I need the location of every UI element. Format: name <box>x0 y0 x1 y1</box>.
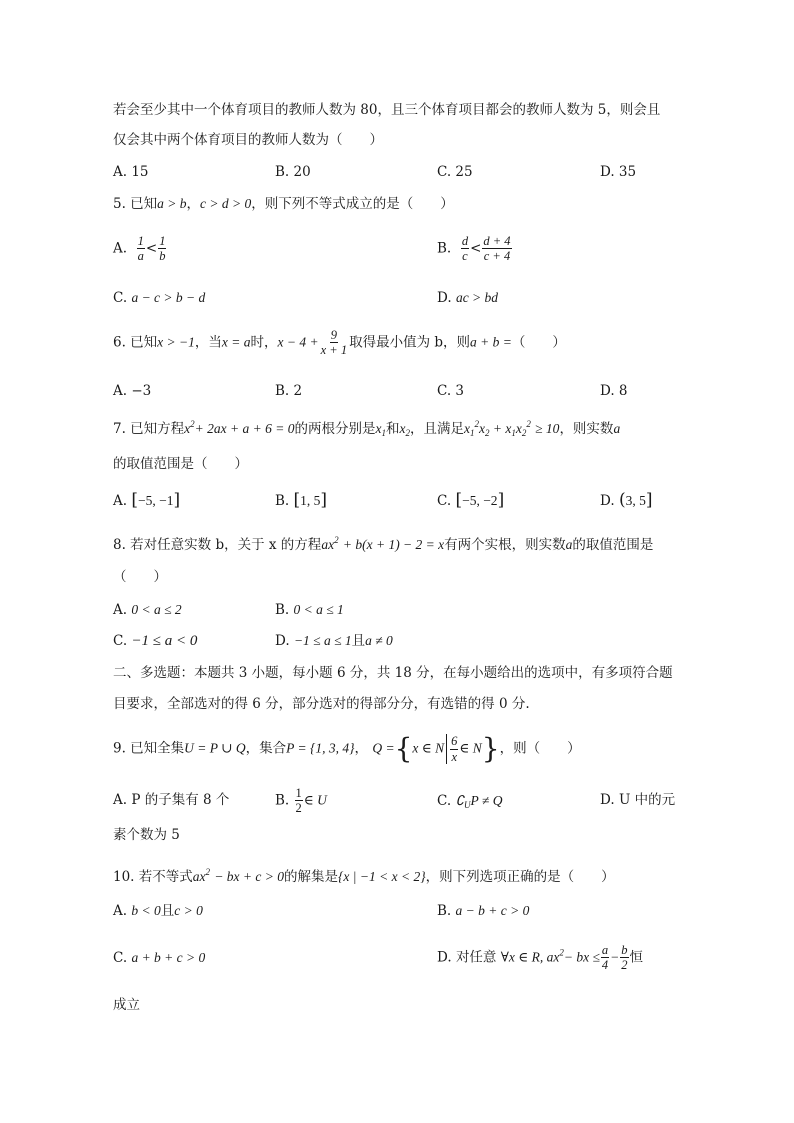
q5-stem: 5. 已知a > b，c > d > 0，则下列不等式成立的是（ ） <box>113 196 454 212</box>
q6-stem: 6. 已知x > −1，当x = a时，x − 4 + $\frac{9}{x + 1}$ 取得最小值为 b，则a + b =（ ） <box>113 328 566 358</box>
q10-option-c: C. a + b + c > 0 <box>113 950 206 966</box>
q10-option-b: B. a − b + c > 0 <box>437 903 530 919</box>
section2-line2: 目要求，全部选对的得 6 分，部分选对的得部分分，有选错的得 0 分. <box>113 696 530 712</box>
q9-option-d: D. U 中的元 <box>600 792 676 808</box>
q4-option-d: D. 35 <box>600 164 637 180</box>
q5-option-c: C. a − c > b − d <box>113 290 206 306</box>
section2-line1: 二、多选题：本题共 3 小题，每小题 6 分，共 18 分，在每小题给出的选项中，有多项符合题 <box>113 665 673 681</box>
q6-option-d: D. 8 <box>600 383 628 399</box>
q5-option-a: A. $\frac{1}{a}$ < $\frac{1}{b}$ <box>113 234 166 264</box>
q6-option-c: C. 3 <box>437 383 465 399</box>
q5-cond2: c > d > 0 <box>200 196 252 211</box>
fraction: $\frac{9}{x + 1}$ <box>320 328 348 358</box>
fraction: $\frac{1}{2}$ <box>295 786 302 816</box>
fraction: $\frac{a}{4}$ <box>601 943 609 973</box>
q5-cond1: a > b <box>157 196 187 211</box>
q7-stem-line2: 的取值范围是（ ） <box>113 456 248 472</box>
fraction: $\frac{d + 4}{c + 4}$ <box>483 234 511 264</box>
q9-option-d-line2: 素个数为 5 <box>113 827 180 843</box>
q9-stem: 9. 已知全集U = P ∪ Q，集合P = {1, 3, 4}， Q ={x ∈ N $\frac{6}{x}$ ∈ N}，则（ ） <box>113 732 581 765</box>
q4-option-a: A. 15 <box>113 164 149 180</box>
q8-stem: 8. 若对任意实数 b，关于 x 的方程$ax^2 + b(x + 1) - 2 = x$有两个实根，则实数a的取值范围是 <box>113 535 654 553</box>
fraction: $\frac{b}{2}$ <box>621 943 628 973</box>
fraction: $\frac{1}{b}$ <box>159 234 166 264</box>
q7-option-b: B. [1, 5] <box>275 490 328 510</box>
q4-option-b: B. 20 <box>275 164 311 180</box>
q10-stem: 10. 若不等式$ax^2$ − bx + c > 0的解集是{x | −1 < x < 2}，则下列选项正确的是（ ） <box>113 867 615 885</box>
q8-option-a: A. 0 < a ≤ 2 <box>113 602 182 618</box>
q10-option-a: A. b < 0且c > 0 <box>113 903 203 919</box>
q6-option-b: B. 2 <box>275 383 303 399</box>
fraction: $\frac{d}{c}$ <box>461 234 469 264</box>
q9-option-a: A. P 的子集有 8 个 <box>113 792 230 808</box>
q7-option-a: A. [−5, −1] <box>113 490 181 510</box>
q7-option-c: C. [−5, −2] <box>437 490 505 510</box>
q6-option-a: A. −3 <box>113 383 152 399</box>
q7-option-d: D. (3, 5] <box>600 490 653 510</box>
q10-option-d: D. 对任意 ∀x ∈ R, $ax^2-$ bx ≤ $\frac{a}{4}$ − $\frac{b}{2}$ 恒 <box>437 943 643 973</box>
q5-option-d: D. ac > bd <box>437 290 499 306</box>
q4-stem-line1: 若会至少其中一个体育项目的教师人数为 80，且三个体育项目都会的教师人数为 5，则会且 <box>113 102 661 118</box>
q8-option-c: C. −1 ≤ a < 0 <box>113 633 198 649</box>
fraction: $\frac{1}{a}$ <box>137 234 144 264</box>
q4-stem-line2: 仅会其中两个体育项目的教师人数为（ ） <box>113 132 383 148</box>
q10-option-d-line2: 成立 <box>113 997 140 1013</box>
q8-stem-line2: （ ） <box>113 569 167 585</box>
fraction: $\frac{6}{x}$ <box>451 734 458 764</box>
q9-option-b: B. $\frac{1}{2}$ ∈ U <box>275 786 327 816</box>
q8-option-b: B. 0 < a ≤ 1 <box>275 602 344 618</box>
q9-option-c: C. $∁_UP \ne Q$ <box>437 793 503 810</box>
q4-option-c: C. 25 <box>437 164 473 180</box>
q5-option-b: B. $\frac{d}{c}$ < $\frac{d + 4}{c + 4}$ <box>437 234 511 264</box>
q8-option-d: D. −1 ≤ a ≤ 1且a ≠ 0 <box>275 633 393 649</box>
q7-stem: 7. 已知方程$x^2+ 2ax + a + 6 = 0$的两根分别是$x_1$和$x_2$，且满足$x_1^2x_2 + x_1x_2^2 \ge 10$，则实数a <box>113 419 621 438</box>
